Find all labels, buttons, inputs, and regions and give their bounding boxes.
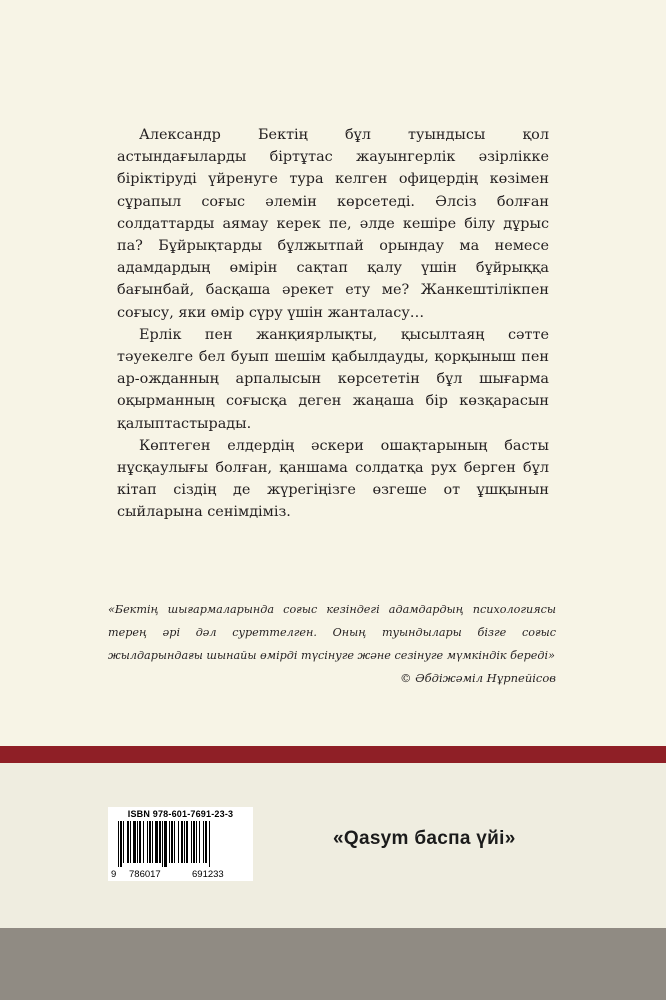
barcode-bar — [147, 821, 148, 863]
barcode-bar — [133, 821, 136, 863]
barcode-bar — [149, 821, 151, 863]
review-quote: «Бектің шығармаларында соғыс кезіндегі адамдардың психологиясы терең әрі дәл суреттелген. Оның туындылары бізге соғыс жылдарындағы шынайы өмірді түсінуге және сезінуге мүмкіндік береді» — [108, 603, 556, 662]
blurb-paragraph-1: Александр Бектің бұл туындысы қол астындағыларды біртұтас жауынгерлік әзірлікке біріктіруді үйренуге тура келген офицердің көзімен сұрапыл соғыс әлемін көрсетеді. Әлсіз болған солдаттарды аямау керек пе, әлде кешіре білу дұрыс па? Бұйрықтарды бұлжытпай орындау ма немесе адамдардың өмірін сақтап қалу үшін бұйрыққа бағынбай, басқаша әрекет ету ме? Жанкештілікпен соғысу, яки өмір сүру үшін жанталасу… — [117, 127, 549, 321]
barcode-bar — [205, 821, 207, 863]
barcode-bar — [123, 821, 124, 863]
red-divider-band — [0, 746, 666, 763]
barcode-digits-right: 691233 — [192, 869, 224, 880]
barcode-bar — [169, 821, 170, 863]
barcode-bar — [184, 821, 185, 863]
barcode-bar — [171, 821, 173, 863]
barcode-bar — [186, 821, 188, 863]
grey-bottom-band — [0, 928, 666, 1000]
barcode-bar — [118, 821, 119, 867]
barcode-bar — [155, 821, 158, 863]
barcode-bar — [174, 821, 175, 863]
publisher-name: «Qasym баспа үйі» — [333, 828, 516, 849]
barcode-bar — [203, 821, 204, 863]
blurb-text — [117, 124, 549, 524]
barcode-bar — [152, 821, 153, 863]
barcode-bar — [159, 821, 161, 863]
quote-author: © Әбдіжәміл Нұрпейісов — [400, 671, 556, 685]
barcode-bar — [196, 821, 197, 863]
blurb-paragraph-2: Ерлік пен жанқиярлықты, қысылтаяң сәтте тәуекелге бел буып шешім қабылдауды, қорқыныш пен ар-ожданның арпалысын көрсететін бұл шығарма оқырманның соғысқа деген жаңаша бір көзқарасын қалыптастырады. — [117, 326, 549, 432]
barcode-bar — [162, 821, 163, 867]
blurb-paragraph-3: Көптеген елдердің әскери ошақтарының басты нұсқаулығы болған, қаншама солдатқа рух берген бұл кітап сіздің де жүрегіңізге өзгеше от ұшқынын сыйларына сенімдіміз. — [117, 437, 549, 521]
barcode-bar — [193, 821, 195, 863]
barcode-digits-left: 786017 — [129, 869, 161, 880]
barcode-bar — [181, 821, 183, 863]
barcode-bar — [143, 821, 144, 863]
barcode-bar — [178, 821, 179, 863]
barcode-bar — [139, 821, 141, 863]
barcode-bar — [137, 821, 138, 863]
barcode-bar — [127, 821, 129, 863]
barcode-digits — [108, 869, 253, 880]
barcode-bar — [164, 821, 167, 867]
isbn-barcode — [108, 807, 253, 881]
barcode-bar — [199, 821, 200, 863]
barcode-bar — [130, 821, 131, 863]
barcode-bar — [191, 821, 192, 863]
barcode-bars — [108, 821, 253, 867]
barcode-digit-first: 9 — [111, 869, 117, 880]
barcode-bar — [209, 821, 210, 867]
barcode-bar — [120, 821, 122, 867]
isbn-number: ISBN 978-601-7691-23-3 — [127, 809, 234, 819]
